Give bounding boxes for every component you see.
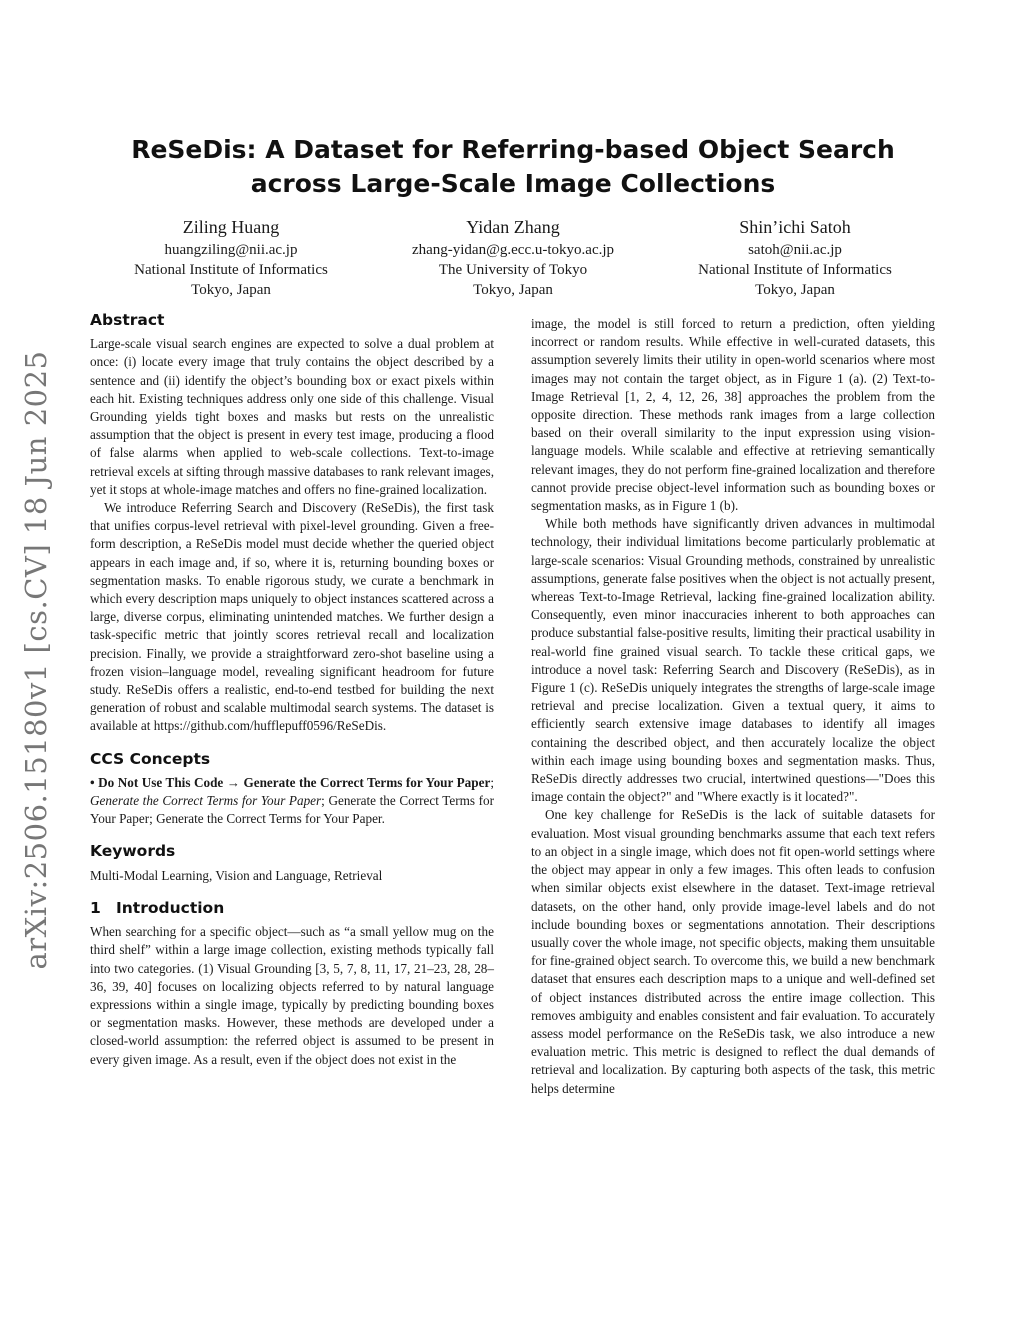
abstract-heading: Abstract xyxy=(90,311,165,329)
author-location: Tokyo, Japan xyxy=(191,282,271,298)
left-column xyxy=(90,311,494,1069)
author-name: Ziling Huang xyxy=(182,217,280,237)
author-affiliation: National Institute of Informatics xyxy=(134,262,328,278)
author-name: Yidan Zhang xyxy=(466,217,560,237)
author-block xyxy=(90,215,936,300)
abstract-paragraph-2: We introduce Referring Search and Discovery (ReSeDis), the first task that unifies corpus-level retrieval with pixel-level grounding. Given a free-form description, a ReSeDis model must decide whether the queried object appears in each image and, if so, where it is, returning bounding boxes or segmentation masks. To enable rigorous study, we curate a benchmark in which every description maps uniquely to object instances scattered across a large, diverse corpus, eliminating unintended matches. We further design a task-specific metric that jointly scores retrieval recall and localization precision. Finally, we provide a straightforward zero-shot baseline using a frozen vision–language model, revealing significant headroom for future study. ReSeDis offers a realistic, end-to-end testbed for building the next generation of robust and scalable multimodal search systems. The dataset is available at https://github.com/hufflepuff0596/ReSeDis. xyxy=(90,500,494,734)
ccs-rest: ; Generate the Correct Terms for Your Paper; Generate the Correct Terms for Your Paper. xyxy=(90,793,495,827)
arxiv-stamp xyxy=(14,350,58,970)
intro-paragraph-1b: image, the model is still forced to return a prediction, often yielding incorrect or random results. While effective in well-curated datasets, this assumption severely limits their utility in open-world scenarios where most images may not contain the target object, as in Figure 1 (a). (2) Text-to-Image Retrieval [1, 2, 4, 12, 26, 38] approaches the problem from the opposite direction. These methods rank images from a large collection based on their overall similarity to the input expression using vision-language models. While scalable and effective at retrieving semantically relevant images, they do not perform fine-grained localization and therefore cannot provide precise object-level information such as bounding boxes or segmentation masks, as in Figure 1 (b). xyxy=(531,316,935,514)
author-location: Tokyo, Japan xyxy=(473,282,553,298)
keywords-text: Multi-Modal Learning, Vision and Language, Retrieval xyxy=(90,867,383,883)
section-title: Introduction xyxy=(116,898,225,917)
ccs-heading: CCS Concepts xyxy=(90,749,211,768)
abstract-paragraph-1: Large-scale visual search engines are expected to solve a dual problem at once: (i) locate every image that truly contains the object described by a sentence and (ii) identify the object’s bounding box or exact pixels within each hit. Existing techniques address only one side of this challenge. Visual Grounding yields tight boxes and masks but rests on the unrealistic assumption that the object is present in every test image, producing a flood of false alarms when applied to web-scale collections. Text-to-image retrieval excels at sifting through massive databases to rank relevant images, yet it stops at whole-image matches and offers no fine-grained localization. xyxy=(90,336,494,497)
right-column xyxy=(531,315,935,1098)
intro-paragraph-2: While both methods have significantly driven advances in multimodal technology, their individual limitations become particularly problematic at large-scale scenarios: Visual Grounding methods, constrained by unrealistic assumptions, generate false positives when the object is not actually present, whereas Text-to-Image Retrieval, lacking fine-grained localization ability. Consequently, even minor inaccuracies inherent to both approaches can produce substantial false-positive results, limiting their practical usability in real-world fine grained visual search. To tackle these critical gaps, we introduce a novel task: Referring Search and Discovery (ReSeDis), as in Figure 1 (c). ReSeDis uniquely integrates the strengths of large-scale image retrieval and precise localization. Given a textual query, it aims to efficiently search extensive image databases to identify all images containing the described object, and then accurately localize the object within each image using bounding boxes and segmentation masks. Thus, ReSeDis directly addresses two crucial, intertwined questions—"Does this image contain the object?" and "Where exactly is it located?". xyxy=(531,516,935,805)
author-3 xyxy=(654,215,936,300)
ccs-primary: • Do Not Use This Code → Generate the Correct Terms for Your Paper xyxy=(90,774,491,790)
author-name: Shin’ichi Satoh xyxy=(739,217,851,237)
arxiv-id: arXiv:2506.15180v1 [cs.CV] 18 Jun 2025 xyxy=(19,350,53,970)
intro-paragraph-1a: When searching for a specific object—such as “a small yellow mug on the third shelf” within a large image collection, existing methods typically fall into two categories. (1) Visual Grounding [3, 5, 7, 8, 11, 17, 21–23, 28, 28–36, 39, 40] focuses on localizing objects referred to by natural language expressions within a single image, typically by predicting bounding boxes or segmentation masks. However, these methods are developed under a closed-world assumption: the referred object is assumed to be present in every given image. As a result, even if the object does not exist in the xyxy=(90,924,494,1067)
section-number: 1 xyxy=(90,898,101,917)
author-affiliation: The University of Tokyo xyxy=(438,262,588,278)
author-email: zhang-yidan@g.ecc.u-tokyo.ac.jp xyxy=(411,242,615,258)
author-1 xyxy=(90,215,372,300)
author-2 xyxy=(372,215,654,300)
author-email: huangziling@nii.ac.jp xyxy=(164,242,298,258)
introduction-heading xyxy=(90,899,494,917)
ccs-text: • Do Not Use This Code → Generate the Correct Terms for Your Paper; Generate the Correct Terms for Your Paper; Generate the Correct Terms for Your Paper; Generate the Correct Terms for Your Paper. xyxy=(90,774,495,827)
intro-paragraph-3: One key challenge for ReSeDis is the lack of suitable datasets for evaluation. Most visual grounding benchmarks assume that each text refers to an object in a single image, which does not fit open-world settings where the object may appear in only a few images. This often leads to confusion when similar objects exist elsewhere in the dataset. Text-image retrieval datasets, on the other hand, only provide image-level labels and do not include bounding boxes or segmentations annotation. Their descriptions usually cover the whole image, not specific objects, making them unsuitable for fine-grained object search. To overcome this, we build a new benchmark dataset that ensures each description maps to a unique and well-defined set of object instances distributed across the entire image collection. This removes ambiguity and enables consistent and fair evaluation. To accurately assess model performance on the ReSeDis task, we also introduce a new evaluation metric. This metric is designed to reflect the dual demands of retrieval and localization. By capturing both aspects of the task, this metric helps determine xyxy=(531,807,935,1096)
ccs-italic: Generate the Correct Terms for Your Paper xyxy=(90,793,322,809)
paper-title: ReSeDis: A Dataset for Referring-based Object Search across Large-Scale Image Collections xyxy=(131,135,895,198)
author-location: Tokyo, Japan xyxy=(755,282,835,298)
keywords-heading: Keywords xyxy=(90,842,176,861)
author-affiliation: National Institute of Informatics xyxy=(698,262,892,278)
author-email: satoh@nii.ac.jp xyxy=(748,242,842,258)
